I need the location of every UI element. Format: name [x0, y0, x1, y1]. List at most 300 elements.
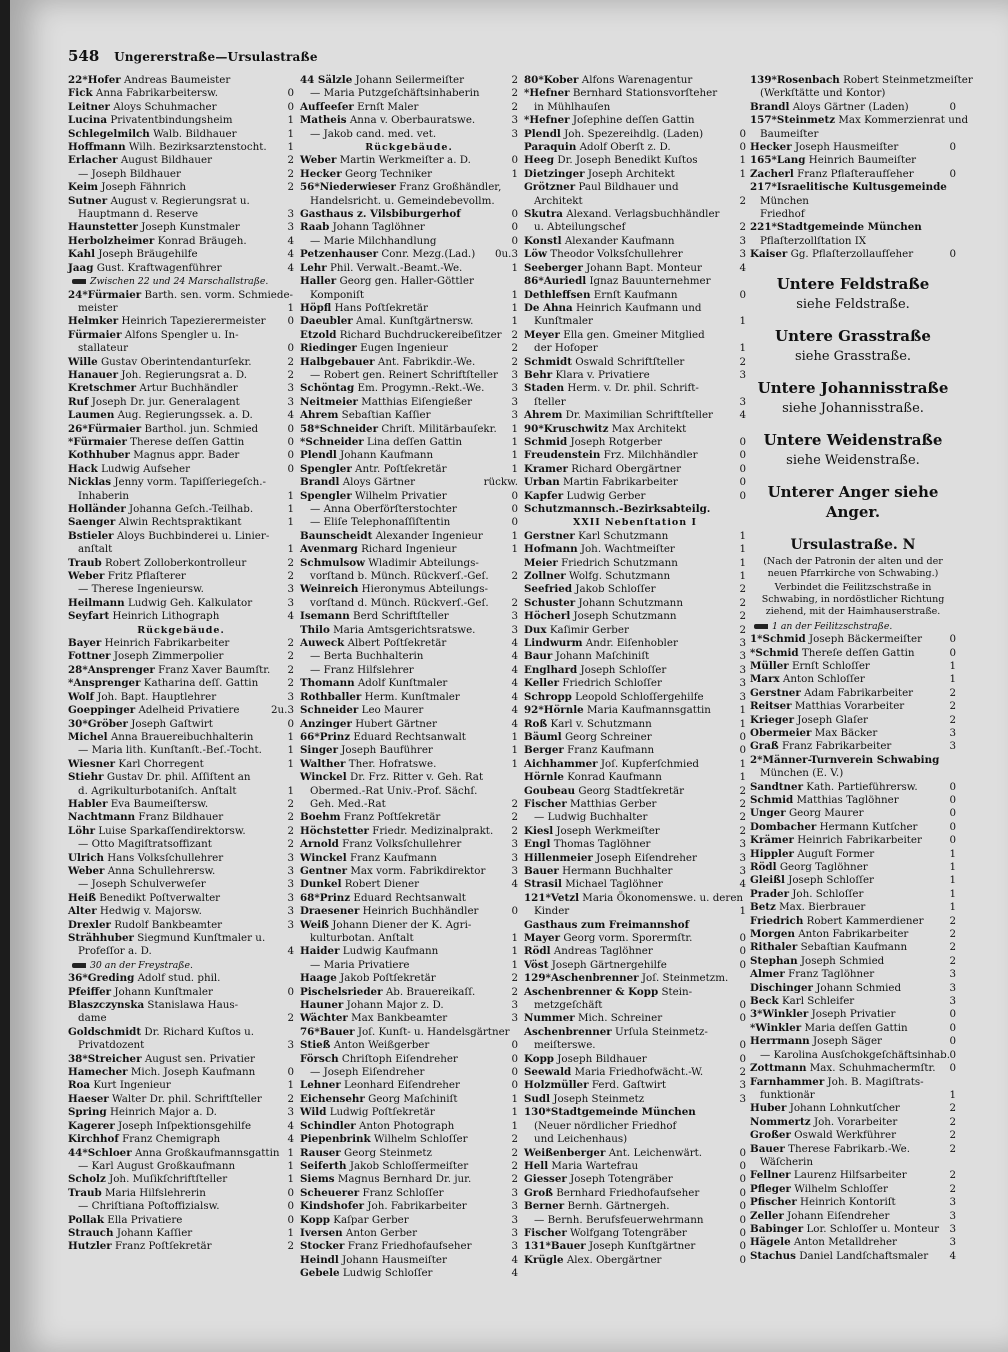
resident-details: Hans Volksſchullehrer — [107, 851, 224, 864]
resident-details: Eugen Ingenieur — [360, 342, 448, 355]
resident-details: Gustav Dr. phil. Aſſiſtent an — [106, 771, 251, 784]
directory-entry — [68, 892, 294, 905]
directory-entry — [300, 1026, 518, 1039]
resident-details: Daniel Landſchaftsmaler — [799, 1249, 929, 1262]
resident-name: Weiß — [300, 918, 330, 931]
directory-entry — [300, 329, 518, 342]
floor-number: 0 — [739, 462, 746, 475]
directory-entry — [68, 1053, 294, 1066]
resident-name: Sudl — [524, 1092, 551, 1105]
resident-details: Friedrich Schutzmann — [561, 556, 678, 569]
directory-entry — [68, 664, 294, 677]
resident-name: 86*Auriedl — [524, 275, 587, 288]
directory-entry — [524, 972, 746, 985]
directory-entry — [68, 423, 294, 436]
resident-name: Farnhammer — [750, 1075, 825, 1088]
cross-ref-see: siehe Feldstraße. — [796, 296, 910, 312]
resident-name: *Winkler — [750, 1021, 802, 1034]
entry-continuation — [300, 369, 518, 382]
resident-name: Pfeiffer — [68, 985, 112, 998]
floor-number: 3 — [511, 1012, 518, 1025]
directory-entry — [300, 852, 518, 865]
continuation-text: in Mühlhauſen — [534, 100, 611, 113]
resident-name: Nachtmann — [68, 811, 136, 824]
resident-name: Habler — [68, 797, 108, 810]
floor-number: 2 — [739, 623, 746, 636]
resident-details: Anton Schloſſer — [782, 673, 865, 686]
resident-details: Max. Bierbrauer — [779, 901, 866, 914]
resident-details: Anton Fabrikarbeiter — [798, 928, 909, 941]
floor-number: 2 — [511, 1133, 518, 1146]
directory-entry — [750, 807, 956, 820]
entry-continuation — [524, 905, 746, 918]
floor-number: 3 — [287, 221, 294, 234]
entry-continuation — [68, 1012, 294, 1025]
floor-number: 0 — [739, 932, 746, 944]
continuation-text: funktionär — [760, 1088, 815, 1101]
continuation-text: — Bernh. Berufsfeuerwehrmann — [534, 1213, 704, 1226]
floor-number: 0 — [511, 234, 518, 247]
resident-name: Gebele — [300, 1267, 340, 1280]
directory-entry — [68, 718, 294, 731]
directory-entry — [300, 74, 518, 87]
floor-number: 3 — [511, 1213, 518, 1226]
resident-name: Boehm — [300, 811, 341, 824]
floor-number: 4 — [287, 234, 294, 247]
continuation-text: (Neuer nördlicher Friedhof — [534, 1119, 677, 1132]
continuation-text: der Hofoper — [534, 342, 598, 355]
resident-name: Höchstetter — [300, 824, 369, 837]
floor-number: 1 — [511, 301, 518, 314]
floor-number: 1 — [511, 449, 518, 462]
floor-number: 1 — [287, 1159, 294, 1172]
directory-entry — [300, 342, 518, 355]
continuation-text: Inhaberin — [78, 489, 130, 502]
resident-details: Anton Gerber — [345, 1226, 418, 1239]
resident-details: Joh. Spezereihdlg. (Laden) — [564, 127, 704, 140]
directory-entry — [524, 262, 746, 275]
directory-entry — [750, 1236, 956, 1249]
floor-number: rückw. — [483, 476, 518, 489]
directory-entry — [68, 315, 294, 328]
resident-name: Almer — [750, 968, 785, 981]
resident-details: Aloys Buchbinderei u. Linier- — [116, 529, 270, 542]
resident-name: 130*Stadtgemeinde München — [524, 1106, 696, 1119]
floor-number: 4 — [511, 677, 518, 690]
resident-name: Schmid — [524, 435, 568, 448]
continuation-text: Kunſtmaler — [534, 315, 593, 328]
directory-entry — [524, 1227, 746, 1240]
resident-name: *Hefner — [524, 87, 570, 100]
resident-details: Matthias Eiſengießer — [361, 395, 473, 408]
floor-number: 4 — [739, 409, 746, 422]
directory-entry — [300, 101, 518, 114]
resident-details: Albert Poſtſekretär — [347, 637, 447, 650]
resident-name: Kopp — [524, 1052, 554, 1065]
resident-name: Michel — [68, 730, 108, 743]
directory-entry — [300, 583, 518, 596]
entry-continuation — [524, 221, 746, 234]
resident-name: Iversen — [300, 1226, 343, 1239]
resident-details: Matthias Taglöhner — [796, 793, 899, 806]
directory-entry — [300, 1227, 518, 1240]
resident-name: Skutra — [524, 208, 563, 221]
entry-continuation — [68, 1039, 294, 1052]
resident-name: Hutzler — [68, 1240, 112, 1253]
resident-details: Maria Hilfslehrerin — [104, 1186, 206, 1199]
directory-entry — [750, 1210, 956, 1223]
floor-number: 2 — [287, 637, 294, 650]
directory-entry — [750, 168, 956, 181]
resident-details: Franz Kaufmann — [349, 851, 437, 864]
resident-name: Hofmann — [524, 543, 578, 556]
directory-entry — [68, 329, 294, 342]
resident-name: Dischinger — [750, 981, 813, 994]
floor-number: 2 — [287, 650, 294, 663]
entry-continuation — [68, 838, 294, 851]
directory-entry — [524, 677, 746, 690]
resident-details: Rudolf Bankbeamter — [114, 918, 223, 931]
resident-details: Oswald Werkführer — [794, 1129, 897, 1142]
floor-number: 3 — [287, 1106, 294, 1119]
directory-entry — [750, 633, 956, 646]
resident-name: Brandl — [750, 100, 790, 113]
continuation-text: — Jakob cand. med. vet. — [310, 127, 437, 140]
resident-details: Fritz Pflaſterer — [107, 570, 186, 583]
resident-name: Jaag — [68, 261, 94, 274]
directory-entry — [524, 369, 746, 382]
section-note — [68, 275, 294, 288]
resident-name: Behr — [524, 368, 553, 381]
resident-details: Paul Bildhauer und — [578, 181, 679, 194]
directory-entry — [750, 1035, 956, 1048]
resident-details: Anton Weißgerber — [333, 1039, 430, 1052]
pointing-hand-icon — [754, 624, 768, 629]
floor-number: 0 — [511, 221, 518, 234]
resident-details: Hedwig v. Majorsw. — [99, 905, 202, 918]
floor-number: 0 — [739, 435, 746, 448]
floor-number: 0 — [949, 167, 956, 180]
floor-number: 2 — [949, 1129, 956, 1142]
floor-number: 2 — [739, 221, 746, 234]
resident-details: Bernh. Gärtnergeh. — [567, 1200, 670, 1213]
resident-details: Theodor Volksſchullehrer — [550, 248, 683, 261]
resident-details: Joh. Muſikſchriftſteller — [109, 1173, 228, 1186]
resident-name: Dethleffsen — [524, 288, 591, 301]
continuation-text: vorſtand b. Münch. Rückverſ.-Geſ. — [310, 570, 489, 583]
directory-entry — [300, 624, 518, 637]
floor-number: 2 — [511, 342, 518, 355]
floor-number: 3 — [949, 1236, 956, 1249]
floor-number: 0 — [287, 100, 294, 113]
pointer-text: 1 an der Feilitzschstraße. — [772, 620, 893, 632]
directory-entry — [524, 128, 746, 141]
resident-details: Joseph Bäckermeiſter — [809, 633, 923, 646]
continuation-text: Baumeiſter — [760, 127, 819, 140]
floor-number: 0 — [949, 780, 956, 793]
resident-name: Prader — [750, 887, 790, 900]
resident-details: Hermann Kutſcher — [819, 820, 918, 833]
floor-number: 0 — [287, 87, 294, 100]
resident-details: Konrad Bräugeh. — [157, 234, 247, 247]
entry-continuation — [750, 235, 956, 248]
continuation-text: dame — [78, 1012, 107, 1025]
directory-entry — [750, 781, 956, 794]
resident-details: Lor. Schloſſer u. Monteur — [806, 1222, 940, 1235]
floor-number: 2 — [739, 596, 746, 609]
directory-entry — [524, 154, 746, 167]
floor-number: 1 — [287, 301, 294, 314]
directory-entry — [300, 302, 518, 315]
floor-number: 2 — [287, 1092, 294, 1105]
resident-details: Alfons Warenagentur — [581, 74, 693, 86]
floor-number: 2 — [739, 784, 746, 797]
resident-name: Leitner — [68, 100, 110, 113]
floor-number: 0 — [511, 1039, 518, 1052]
resident-details: Joseph Bildhauer — [557, 1052, 647, 1065]
directory-entry — [524, 1106, 746, 1119]
directory-entry — [750, 154, 956, 167]
resident-name: Siems — [300, 1173, 335, 1186]
directory-entry — [68, 382, 294, 395]
floor-number: 4 — [511, 717, 518, 730]
resident-name: Rödl — [524, 945, 551, 958]
floor-number: 3 — [511, 1200, 518, 1213]
directory-entry — [524, 785, 746, 798]
resident-details: Franz Poſtſekretär — [115, 1240, 212, 1253]
resident-details: Sebaſtian Kaufmann — [800, 941, 908, 954]
resident-name: Marx — [750, 673, 780, 686]
entry-continuation — [750, 128, 956, 141]
resident-name: *Schneider — [300, 435, 364, 448]
resident-details: Franz Poſtſekretär — [343, 811, 441, 824]
continuation-text: kulturbotan. Anſtalt — [310, 932, 414, 944]
resident-details: Eva Baumeiſtersw. — [110, 797, 209, 810]
resident-name: Kopp — [300, 1213, 330, 1226]
resident-name: Halbgebauer — [300, 355, 375, 368]
resident-name: Winckel — [300, 771, 347, 784]
resident-details: Stein- — [661, 985, 693, 998]
directory-entry — [300, 476, 518, 489]
directory-entry — [524, 704, 746, 717]
floor-number: 3 — [511, 1240, 518, 1253]
directory-entry — [524, 329, 746, 342]
resident-name: Gleißl — [750, 874, 785, 887]
resident-name: 44 Sälzle — [300, 74, 353, 86]
floor-number: 4 — [287, 248, 294, 261]
floor-number: 0 — [511, 516, 518, 529]
resident-name: Spengler — [300, 489, 352, 502]
directory-entry — [300, 637, 518, 650]
directory-entry — [300, 208, 518, 221]
resident-name: Meyer — [524, 328, 560, 341]
resident-name: 1*Schmid — [750, 633, 806, 646]
floor-number: 2 — [287, 1012, 294, 1025]
floor-number: 2 — [287, 677, 294, 690]
resident-details: Leopold Schloſſergehilfe — [575, 690, 704, 703]
floor-number: 2 — [739, 1066, 746, 1079]
floor-number: 0 — [511, 1066, 518, 1079]
resident-details: Joseph Kunstmaler — [141, 221, 240, 234]
floor-number: 2 — [511, 87, 518, 100]
floor-number: 0 — [739, 127, 746, 140]
directory-entry — [750, 687, 956, 700]
directory-entry — [524, 583, 746, 596]
resident-details: Robert Kammerdiener — [806, 914, 924, 927]
directory-entry — [524, 476, 746, 489]
entry-continuation — [300, 516, 518, 529]
directory-entry — [300, 731, 518, 744]
resident-name: Hauner — [300, 999, 344, 1012]
resident-name: Bauer — [750, 1142, 785, 1155]
floor-number: 1 — [287, 730, 294, 743]
resident-details: Barthol. jun. Schmied — [144, 422, 259, 435]
resident-name: Fürmaier — [68, 328, 122, 341]
floor-number: 3 — [949, 1222, 956, 1235]
resident-details: Georg Maurer — [788, 807, 864, 820]
directory-entry — [750, 874, 956, 887]
resident-name: Thomann — [300, 677, 355, 690]
directory-entry — [300, 436, 518, 449]
resident-details: Wolfg. Schutzmann — [568, 570, 671, 583]
resident-name: Kirchhof — [68, 1133, 119, 1146]
resident-name: Berner — [524, 1200, 565, 1213]
directory-entry — [68, 476, 294, 489]
directory-entry — [68, 758, 294, 771]
floor-number: 4 — [287, 945, 294, 958]
directory-entry — [750, 1129, 956, 1142]
resident-details: August v. Regierungsrat u. — [110, 194, 250, 207]
floor-number: 2 — [949, 1102, 956, 1115]
resident-details: Johann Taglöhner — [332, 221, 425, 234]
floor-number: 0 — [739, 958, 746, 971]
floor-number: 3 — [287, 1039, 294, 1052]
cross-ref-title: Untere Johannisstraße — [757, 378, 949, 397]
floor-number: 1 — [739, 757, 746, 770]
floor-number: 1 — [739, 704, 746, 717]
resident-name: Stephan — [750, 954, 798, 967]
resident-details: Hieronymus Abteilungs- — [361, 583, 488, 596]
floor-number: 1 — [287, 784, 294, 797]
floor-number: 0 — [739, 1012, 746, 1025]
entry-continuation — [300, 235, 518, 248]
resident-details: Gustav Oberintendanturſekr. — [100, 355, 252, 368]
resident-details: Robert Diener — [344, 878, 420, 891]
resident-details: Max vorm. Fabrikdirektor — [350, 864, 486, 877]
resident-details: Joseph Schutzmann — [573, 610, 677, 623]
directory-entry — [300, 275, 518, 288]
resident-name: Sutner — [68, 194, 108, 207]
resident-name: Seewald — [524, 1066, 572, 1079]
resident-details: Joseph Rotgerber — [570, 435, 662, 448]
floor-number: 0 — [287, 985, 294, 998]
floor-number: 1 — [287, 127, 294, 140]
note-text: Zwischen 22 und 24 Marschallstraße. — [90, 276, 269, 288]
resident-details: August sen. Privatier — [144, 1052, 255, 1065]
floor-number: 1 — [949, 874, 956, 887]
resident-name: Kramer — [524, 462, 568, 475]
street-route-note: Verbindet die Feilitzschstraße in Schwabing, in nordöstlicher Richtung ziehend, mit der Haimhauserstraße. — [761, 581, 945, 617]
directory-entry — [524, 557, 746, 570]
directory-entry — [68, 1147, 294, 1160]
resident-name: Weinreich — [300, 583, 359, 596]
directory-entry — [750, 673, 956, 686]
directory-entry — [524, 463, 746, 476]
directory-entry — [300, 744, 518, 757]
resident-name: Bäuml — [524, 730, 562, 743]
floor-number: 2 — [949, 1115, 956, 1128]
continuation-text: — Joseph Bildhauer — [78, 167, 181, 180]
directory-entry — [524, 208, 746, 221]
resident-name: Goubeau — [524, 784, 576, 797]
directory-entry — [750, 74, 973, 87]
floor-number: 1 — [511, 744, 518, 757]
directory-entry — [68, 1079, 294, 1092]
resident-name: Holzmüller — [524, 1079, 589, 1092]
directory-entry — [68, 852, 294, 865]
resident-name: Singer — [300, 744, 339, 757]
resident-details: Chriſt. Militärbauſekr. — [381, 422, 497, 435]
floor-number: 4 — [287, 261, 294, 274]
directory-entry — [524, 798, 746, 811]
resident-details: Joseph Hausmeiſter — [794, 141, 899, 154]
floor-number: 2 — [739, 583, 746, 596]
directory-entry — [300, 1039, 518, 1052]
resident-details: Heinrich Kaufmann und — [575, 301, 702, 314]
directory-entry — [300, 758, 518, 771]
resident-name: Arnold — [300, 838, 339, 851]
floor-number: 3 — [949, 740, 956, 753]
resident-details: Alwin Rechtspraktikant — [118, 516, 242, 529]
resident-name: 129*Aschenbrenner — [524, 972, 639, 985]
resident-details: Therese deſſen Gattin — [130, 435, 245, 448]
entry-continuation — [524, 1039, 746, 1052]
entry-continuation — [68, 1200, 294, 1213]
floor-number: 1 — [949, 847, 956, 860]
resident-name: Weißenberger — [524, 1146, 606, 1159]
directory-entry — [68, 87, 294, 100]
directory-entry — [750, 1008, 956, 1021]
resident-name: Herrmann — [750, 1035, 810, 1048]
continuation-text: metzgeſchäft — [534, 999, 603, 1012]
resident-name: Fick — [68, 87, 93, 100]
directory-entry — [68, 597, 294, 610]
entry-continuation — [524, 315, 746, 328]
resident-name: 217*Israelitische Kultusgemeinde — [750, 181, 947, 194]
resident-details: Joseph Schloſſer — [580, 663, 667, 676]
floor-number: 0 — [739, 449, 746, 462]
directory-entry — [68, 691, 294, 704]
subheading: Rückgebäude. — [137, 624, 225, 636]
floor-number: 0 — [739, 1200, 746, 1213]
resident-name: Kaiser — [750, 248, 788, 261]
resident-details: Heinrich Lithograph — [112, 610, 220, 623]
resident-name: Brandl — [300, 476, 340, 489]
floor-number: 4 — [511, 704, 518, 717]
floor-number: 1 — [287, 1173, 294, 1186]
street-heading: Ursulastraße. N — [790, 536, 916, 553]
directory-entry — [300, 892, 518, 905]
entry-continuation — [68, 785, 294, 798]
resident-details: Johann Schutzmann — [578, 596, 683, 609]
entry-continuation — [300, 664, 518, 677]
resident-name: Pfleger — [750, 1182, 791, 1195]
continuation-text: — Ludwig Buchhalter — [534, 811, 648, 824]
directory-entry — [750, 221, 956, 234]
floor-number: 0 — [287, 342, 294, 355]
directory-entry — [68, 637, 294, 650]
resident-details: Georg Taglöhner — [779, 861, 868, 873]
